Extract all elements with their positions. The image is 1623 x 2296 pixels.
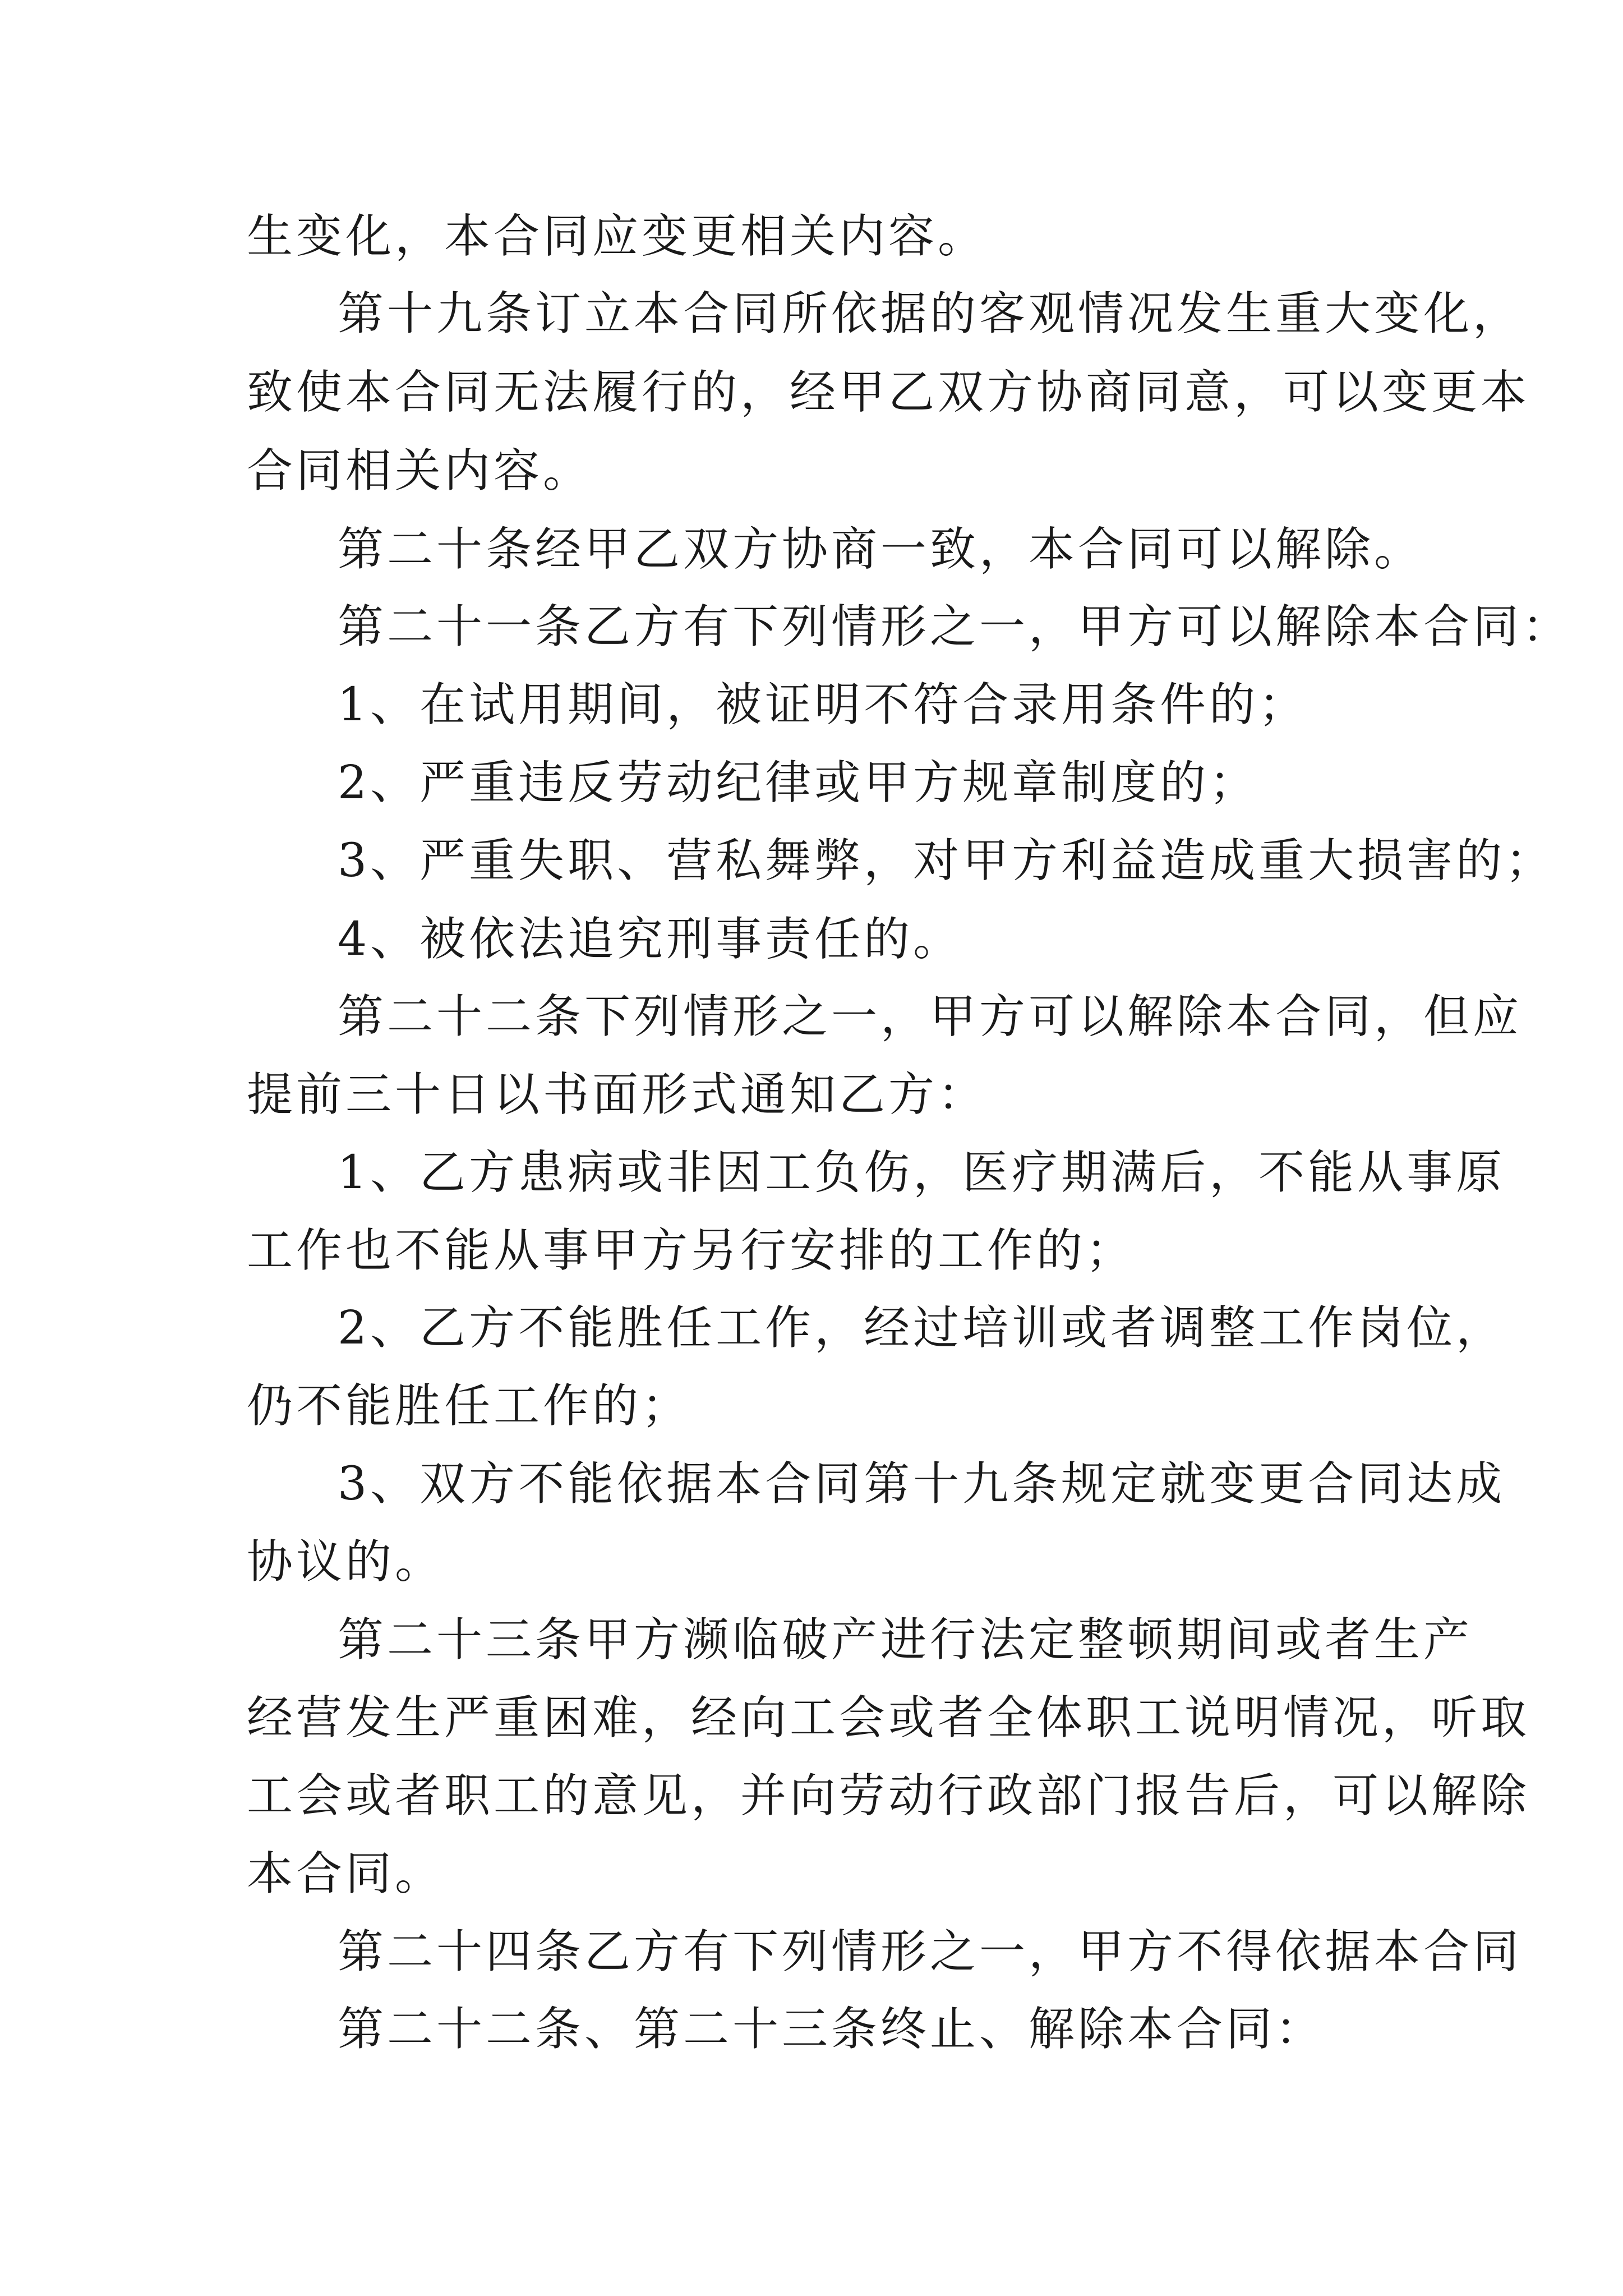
text-line: 2、乙方不能胜任工作，经过培训或者调整工作岗位， xyxy=(338,1301,1506,1355)
text-line: 3、严重失职、营私舞弊，对甲方利益造成重大损害的； xyxy=(338,834,1555,887)
text-line: 第二十三条甲方濒临破产进行法定整顿期间或者生产 xyxy=(338,1613,1473,1667)
text-line: 经营发生严重困难，经向工会或者全体职工说明情况，听取 xyxy=(247,1691,1530,1745)
text-line: 第二十二条下列情形之一，甲方可以解除本合同，但应 xyxy=(338,990,1523,1043)
text-line: 第二十条经甲乙双方协商一致，本合同可以解除。 xyxy=(338,523,1424,576)
text-line: 合同相关内容。 xyxy=(247,444,593,498)
text-line: 工会或者职工的意见，并向劳动行政部门报告后，可以解除 xyxy=(247,1769,1530,1823)
text-line: 3、双方不能依据本合同第十九条规定就变更合同达成 xyxy=(338,1457,1506,1511)
text-line: 第十九条订立本合同所依据的客观情况发生重大变化， xyxy=(338,287,1523,341)
text-line: 协议的。 xyxy=(247,1535,445,1589)
text-line: 1、在试用期间，被证明不符合录用条件的； xyxy=(338,678,1308,731)
text-line: 致使本合同无法履行的，经甲乙双方协商同意，可以变更本 xyxy=(247,366,1530,419)
text-line: 工作也不能从事甲方另行安排的工作的； xyxy=(247,1224,1136,1277)
text-line: 仍不能胜任工作的； xyxy=(247,1379,691,1433)
text-line: 1、乙方患病或非因工负伤，医疗期满后，不能从事原 xyxy=(338,1146,1506,1199)
text-line: 本合同。 xyxy=(247,1847,445,1901)
text-line: 第二十二条、第二十三条终止、解除本合同： xyxy=(338,2003,1325,2056)
text-line: 第二十一条乙方有下列情形之一，甲方可以解除本合同： xyxy=(338,600,1572,654)
text-line: 2、严重违反劳动纪律或甲方规章制度的； xyxy=(338,756,1259,809)
text-line: 第二十四条乙方有下列情形之一，甲方不得依据本合同 xyxy=(338,1925,1523,1978)
text-line: 4、被依法追究刑事责任的。 xyxy=(338,913,963,966)
text-line: 生变化，本合同应变更相关内容。 xyxy=(247,210,988,263)
text-line: 提前三十日以书面形式通知乙方： xyxy=(247,1068,988,1121)
